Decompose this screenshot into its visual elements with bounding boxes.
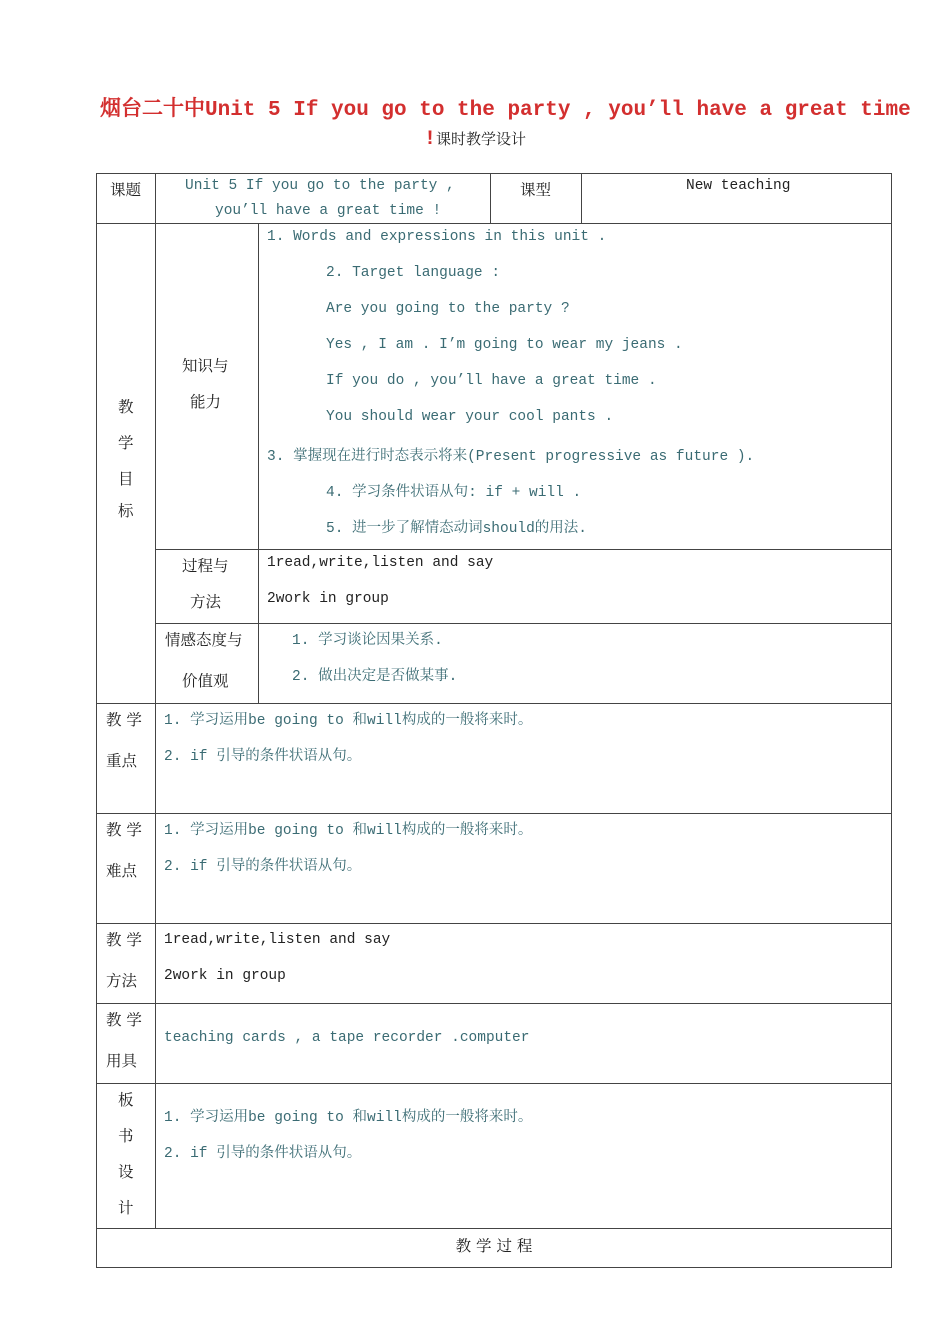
keypoints-item-2: 2. if 引导的条件状语从句。 xyxy=(164,749,362,765)
board-char-1: 板 xyxy=(118,1091,134,1109)
knowledge-label-cell xyxy=(155,223,259,550)
tools-label-1: 教 学 xyxy=(106,1011,142,1029)
board-item-2: 2. if 引导的条件状语从句。 xyxy=(164,1146,362,1162)
keypoints-item-1: 1. 学习运用be going to 和will构成的一般将来时。 xyxy=(164,713,533,729)
tools-value: teaching cards , a tape recorder .computer xyxy=(164,1030,530,1046)
document-subtitle xyxy=(0,128,950,151)
objectives-char-1: 教 xyxy=(118,398,134,416)
document-title: 烟台二十中Unit 5 If you go to the party , you’ll have a great time xyxy=(100,99,911,122)
knowledge-item-1: 1. Words and expressions in this unit . xyxy=(267,229,607,245)
process-label-2: 方法 xyxy=(190,593,222,611)
process-item-2: 2work in group xyxy=(267,591,389,607)
board-char-2: 书 xyxy=(118,1127,134,1145)
board-item-1: 1. 学习运用be going to 和will构成的一般将来时。 xyxy=(164,1110,533,1126)
type-label: 课型 xyxy=(520,181,552,199)
board-char-3: 设 xyxy=(118,1163,134,1181)
objectives-char-3: 目 xyxy=(118,470,134,488)
process-label-1: 过程与 xyxy=(182,557,229,575)
knowledge-item-5: If you do , you’ll have a great time . xyxy=(326,373,657,389)
difficulties-item-1: 1. 学习运用be going to 和will构成的一般将来时。 xyxy=(164,823,533,839)
keypoints-label-1: 教 学 xyxy=(106,711,142,729)
subtitle-text: 课时教学设计 xyxy=(436,130,527,148)
difficulties-label-1: 教 学 xyxy=(106,821,142,839)
emotion-label-1: 情感态度与 xyxy=(165,631,243,649)
methods-item-1: 1read,write,listen and say xyxy=(164,932,391,948)
methods-label-1: 教 学 xyxy=(106,931,142,949)
tools-label-2: 用具 xyxy=(106,1052,138,1070)
process-item-1: 1read,write,listen and say xyxy=(267,555,494,571)
emotion-label-2: 价值观 xyxy=(182,672,229,690)
objectives-char-4: 标 xyxy=(118,502,134,520)
process-header: 教 学 过 程 xyxy=(455,1237,533,1255)
knowledge-label-1: 知识与 xyxy=(182,357,229,375)
knowledge-item-8: 4. 学习条件状语从句: if + will . xyxy=(326,485,582,501)
topic-label: 课题 xyxy=(110,181,142,199)
subtitle-mark: ! xyxy=(423,128,436,151)
knowledge-item-9: 5. 进一步了解情态动词should的用法. xyxy=(326,521,588,537)
objectives-char-2: 学 xyxy=(118,434,134,452)
board-char-4: 计 xyxy=(118,1199,134,1217)
topic-line2: you’ll have a great time ! xyxy=(215,203,442,219)
difficulties-label-2: 难点 xyxy=(106,862,138,880)
emotion-item-1: 1. 学习谈论因果关系. xyxy=(292,633,443,649)
emotion-item-2: 2. 做出决定是否做某事. xyxy=(292,669,458,685)
methods-label-2: 方法 xyxy=(106,972,138,990)
knowledge-item-2: 2. Target language : xyxy=(326,265,501,281)
keypoints-label-2: 重点 xyxy=(106,752,138,770)
knowledge-label-2: 能力 xyxy=(190,393,222,411)
difficulties-item-2: 2. if 引导的条件状语从句。 xyxy=(164,859,362,875)
knowledge-item-4: Yes , I am . I’m going to wear my jeans . xyxy=(326,337,683,353)
objectives-label-cell xyxy=(96,223,156,704)
knowledge-item-6: You should wear your cool pants . xyxy=(326,409,614,425)
knowledge-item-3: Are you going to the party ? xyxy=(326,301,570,317)
methods-item-2: 2work in group xyxy=(164,968,286,984)
topic-line1: Unit 5 If you go to the party , xyxy=(185,178,455,194)
type-value: New teaching xyxy=(686,178,791,194)
knowledge-item-7: 3. 掌握现在进行时态表示将来(Present progressive as future ). xyxy=(267,449,755,465)
